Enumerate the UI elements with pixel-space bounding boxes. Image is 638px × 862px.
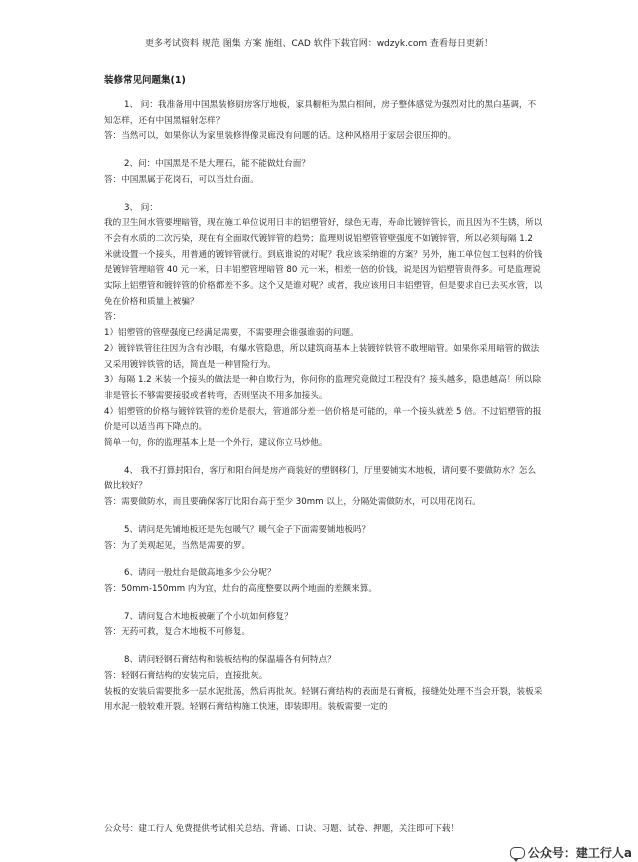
chat-bubble-icon: [510, 847, 525, 859]
answer-5: 答：为了美观起见，当然是需要的罗。: [104, 540, 251, 551]
page-header: 更多考试资料 规范 图集 方案 施组、CAD 软件下载官网：wdzyk.com 查看每日更新！: [145, 39, 493, 49]
question-6: 6、请问一般灶台是做高地多少公分呢？: [124, 568, 276, 579]
answer-8-line-1: 答：轻钢石膏结构的安装完后，直接批灰。: [104, 670, 268, 681]
answer-1: 答：当然可以，如果你认为家里装修得像灵廊没有问题的话。这种风格用于家居会很压抑的。: [104, 131, 457, 142]
answer-4: 答：需要做防水，而且要确保客厅比阳台高于至少 30mm 以上，分隔处需做防水，可以用花岗石。: [104, 497, 481, 508]
question-3: 我的卫生间水管要埋暗管，现在施工单位说用日丰的铝塑管好，绿色无毒，寿命比镀锌管长，而且因为不生锈，所以不会有水质的二次污染，现在有全面取代镀锌管的趋势；监理则说铝塑管管壁强度不如镀锌管，所以必须每隔 1.2 米就设置一个接头，用普通的镀锌管就行。到底谁说的对呢？我应该采纳谁的方案？另外，施工单位包工包料的价钱是镀锌管埋暗管 40 元一米，日丰铝塑管埋暗管 80 元一米，相差一倍的价钱，说是因为铝塑管贵得多。可是监理说实际上铝塑管和镀锌管的价格都差不多。这个又是谁对呢？或者，我应该用日丰铝塑管，但是要求自已去买水管，以免在价格和质量上被骗？: [104, 218, 543, 307]
answer-3-summary: 简单一句，你的监理基本上是一个外行，建议你立马炒他。: [104, 438, 328, 449]
answer-8-line-2: 装板的安装后需要批多一层水泥批荡，然后再批灰。轻钢石膏结构的表面是石膏板，接缝处处理不当会开裂，装板采用水泥一般较难开裂。轻钢石膏结构施工快速，即装即用。装板需要一定的: [104, 686, 543, 713]
answer-2: 答：中国黑属于花岗石，可以当灶台面。: [104, 174, 259, 185]
answer-3-point-2: 2）镀锌铁管往往因为含有沙眼，有爆水管隐患，所以建筑商基本上装镀锌铁管不敢埋暗管。如果你采用暗管的做法又采用镀锌铁管的话，简直是一种冒险行为。: [104, 343, 540, 370]
question-8: 8、请问轻钢石膏结构和装板结构的保温墙各有何特点？: [124, 655, 336, 666]
page-footer: 公众号：建工行人 免费提供考试相关总结、背诵、口诀、习题、试卷、押题，关注即可下载！: [104, 824, 460, 834]
question-4: 4、 我不打算封阳台，客厅和阳台间是房产商装好的塑钢移门，厅里要铺实木地板，请问要不要做防水？怎么做比较好？: [104, 465, 537, 492]
question-5: 5、请问是先铺地板还是先包暖气？暖气金子下面需要铺地板吗？: [124, 524, 371, 535]
wechat-watermark: [510, 844, 632, 861]
document-title: 装修常见问题集(1): [104, 75, 186, 86]
answer-3-point-3: 3）每隔 1.2 米装一个接头的做法是一种自欺行为，你问你的监理究竟做过工程没有？接头越多，隐患越高！所以除非是管长不够需要接驳或者转弯，否则坚决不用多加接头。: [104, 375, 542, 401]
answer-7: 答：无药可救，复合木地板不可修复。: [104, 627, 251, 638]
question-3-number: 3、 问：: [124, 202, 158, 213]
question-7: 7、请问复合木地板被砸了个小坑如何修复？: [124, 611, 293, 622]
answer-3-label: 答：: [104, 312, 122, 323]
answer-6: 答：50mm-150mm 内为宜，灶台的高度整要以两个地面的差额来算。: [104, 583, 377, 594]
answer-3-point-4: 4）铝塑管的价格与镀锌铁管的差价是很大，管道部分差一倍价格是可能的，单一个接头就差 5 倍。不过铝塑管的报价是可以适当再下降点的。: [104, 406, 542, 433]
question-1: 1、 问：我准备用中国黑装修厨房客厅地板，家具橱柜为黑白相间，房子整体感觉为强烈对比的黑白基调，不知怎样，还有中国黑辐射怎样？: [104, 100, 537, 126]
watermark-text: 公众号：建工行人a: [527, 846, 632, 860]
answer-3-point-1: 1）铝塑管的管壁强度已经满足需要，不需要理会谁强谁弱的问题。: [104, 328, 359, 339]
question-2: 2、问：中国黑是不是大理石，能不能做灶台面？: [124, 159, 310, 170]
document-body: [104, 98, 544, 716]
